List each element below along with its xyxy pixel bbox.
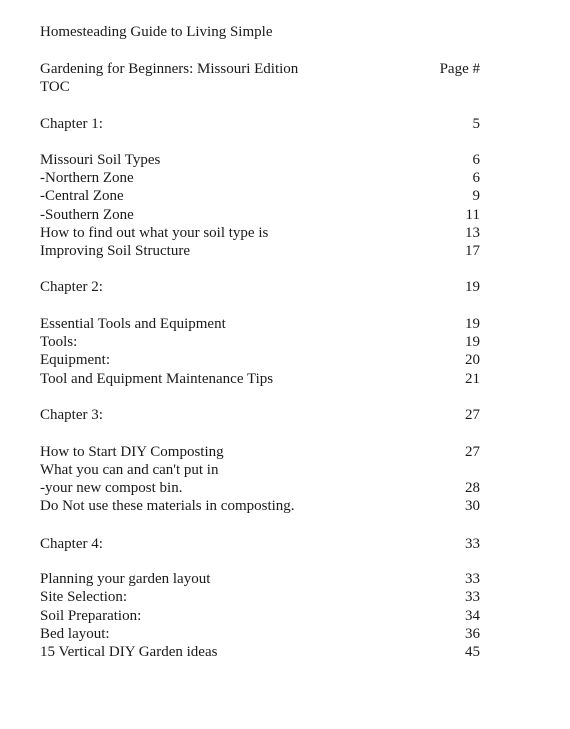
toc-entry xyxy=(40,278,480,296)
toc-entry xyxy=(40,625,480,643)
toc-entry-page: 27 xyxy=(465,407,480,423)
toc-entry xyxy=(40,151,480,169)
document-subtitle: Gardening for Beginners: Missouri Edition xyxy=(40,61,299,77)
toc-entry-title: Chapter 4: xyxy=(40,536,103,552)
toc-entry-title: -your new compost bin. xyxy=(40,480,183,496)
toc-entry xyxy=(40,535,480,553)
toc-entry-page: 19 xyxy=(465,279,480,295)
toc-entry xyxy=(40,187,480,205)
subtitle-row xyxy=(40,60,480,78)
toc-entry-title: -Central Zone xyxy=(40,188,124,204)
toc-entry xyxy=(40,206,480,224)
toc-entry-title: Tool and Equipment Maintenance Tips xyxy=(40,371,274,387)
toc-entry-title: Planning your garden layout xyxy=(40,571,211,587)
toc-entry-page: 6 xyxy=(472,170,480,186)
toc-entry-title: How to find out what your soil type is xyxy=(40,225,269,241)
toc-entry-title: Improving Soil Structure xyxy=(40,243,190,259)
toc-label: TOC xyxy=(40,79,70,95)
toc-entry-title: -Southern Zone xyxy=(40,207,134,223)
toc-entry-page: 6 xyxy=(472,152,480,168)
toc-entry-title: Equipment: xyxy=(40,352,110,368)
toc-entry xyxy=(40,570,480,588)
document-title xyxy=(40,23,480,41)
toc-entry-title: 15 Vertical DIY Garden ideas xyxy=(40,644,218,660)
document-title-text: Homesteading Guide to Living Simple xyxy=(40,24,273,40)
toc-entry xyxy=(40,242,480,260)
toc-entry-page: 13 xyxy=(465,225,480,241)
toc-entry-title: Tools: xyxy=(40,334,78,350)
toc-entry-page: 36 xyxy=(465,626,480,642)
toc-entry xyxy=(40,643,480,661)
toc-entry-title: Missouri Soil Types xyxy=(40,152,161,168)
toc-entry-title: Site Selection: xyxy=(40,589,128,605)
toc-entry-page: 19 xyxy=(465,334,480,350)
toc-entry-page: 20 xyxy=(465,352,480,368)
toc-entry xyxy=(40,497,480,515)
toc-entry xyxy=(40,607,480,625)
toc-entry-title: Chapter 2: xyxy=(40,279,103,295)
toc-entry-page: 45 xyxy=(465,644,480,660)
toc-entry-page: 34 xyxy=(465,608,480,624)
toc-entry-page: 33 xyxy=(465,589,480,605)
toc-entry-title: Chapter 3: xyxy=(40,407,103,423)
toc-entry xyxy=(40,588,480,606)
toc-entry xyxy=(40,370,480,388)
toc-entry xyxy=(40,169,480,187)
toc-entry-page: 27 xyxy=(465,444,480,460)
toc-entry xyxy=(40,315,480,333)
toc-entry xyxy=(40,333,480,351)
toc-entry-title: What you can and can't put in xyxy=(40,462,219,478)
toc-entry-page: 33 xyxy=(465,571,480,587)
toc-entry-page: 28 xyxy=(465,480,480,496)
toc-entry-title: Do Not use these materials in composting. xyxy=(40,498,295,514)
toc-entry-page: 17 xyxy=(465,243,480,259)
toc-entry xyxy=(40,351,480,369)
toc-entry xyxy=(40,406,480,424)
toc-entry-page: 33 xyxy=(465,536,480,552)
toc-entry-page: 11 xyxy=(465,207,480,223)
toc-entry xyxy=(40,443,480,461)
toc-entry xyxy=(40,479,480,497)
toc-entry-title: -Northern Zone xyxy=(40,170,134,186)
page-number-header: Page # xyxy=(439,61,480,77)
toc-label-row xyxy=(40,78,480,96)
toc-entry-title: Bed layout: xyxy=(40,626,110,642)
toc-entry-title: Chapter 1: xyxy=(40,116,103,132)
toc-entry xyxy=(40,461,480,479)
toc-entry-page: 19 xyxy=(465,316,480,332)
toc-entry-page: 5 xyxy=(472,116,480,132)
toc-entry-page: 9 xyxy=(472,188,480,204)
toc-entry-title: Soil Preparation: xyxy=(40,608,142,624)
toc-entry-page: 21 xyxy=(465,371,480,387)
toc-entry xyxy=(40,115,480,133)
toc-entry-title: Essential Tools and Equipment xyxy=(40,316,226,332)
toc-entry-page: 30 xyxy=(465,498,480,514)
toc-entry-title: How to Start DIY Composting xyxy=(40,444,224,460)
toc-entry xyxy=(40,224,480,242)
